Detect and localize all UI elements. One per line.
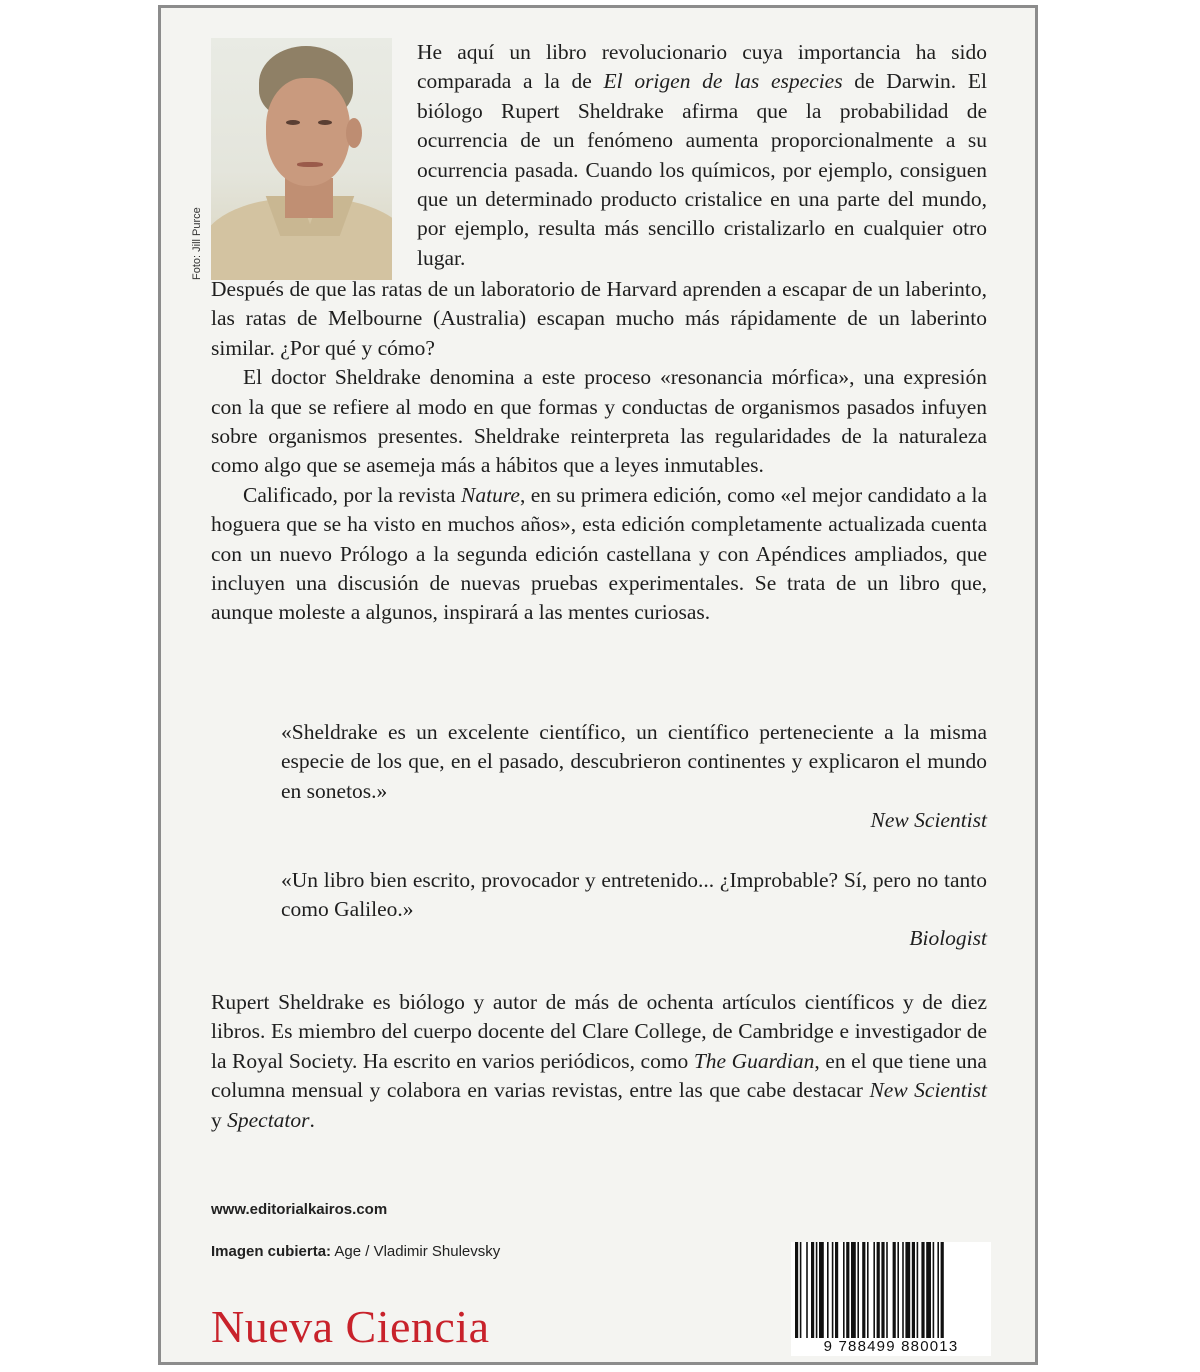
barcode-bars [791,1242,991,1338]
photo-eye-right [318,120,332,125]
publisher-website: www.editorialkairos.com [211,1201,388,1218]
image-credit-value: Age / Vladimir Shulevsky [334,1243,501,1260]
barcode-bar [905,1242,910,1338]
barcode-bar [846,1242,849,1338]
quote-text: «Sheldrake es un excelente científico, un científico perteneciente a la misma especie de los que, en el pasado, descubrieron continentes y explicaron el mundo en sonetos.» [281,720,987,803]
bio-magazine-1: New Scientist [869,1078,987,1103]
author-photo [211,38,392,280]
barcode-bar [795,1242,798,1338]
photo-face [266,78,350,186]
barcode-bar [851,1242,856,1338]
bio-magazine-2: Spectator [227,1107,310,1132]
photo-credit: Foto: Jill Purce [191,207,203,280]
photo-ear [346,118,362,148]
barcode-bar [877,1242,880,1338]
barcode-bar [926,1242,931,1338]
author-bio [211,988,987,1135]
barcode-bar [800,1242,802,1338]
book-back-cover [158,5,1038,1365]
bio-text-1: Rupert Sheldrake es biólogo y autor de más de ochenta artículos científicos y de diez libros. Es miembro del cuerpo docente del Clare College, de Cambridge e investigador de la Royal Society. Ha escrito en varios periódicos, como [211,990,987,1073]
barcode-bar [819,1242,824,1338]
bio-text-4: . [309,1107,315,1132]
barcode-bar [843,1242,845,1338]
isbn-number: 9 788499 880013 [823,1338,959,1355]
body-paragraph-2: El doctor Sheldrake denomina a este proceso «resonancia mórfica», una expresión con la que se refiere al modo en que formas y conductas de organismos pasados infuyen sobre organismos presentes. Sheldrake reinterpreta las regularidades de la naturaleza como algo que se asemeja más a hábitos que a leyes inmutables. [211,365,987,478]
quote-text: «Un libro bien escrito, provocador y entretenido... ¿Improbable? Sí, pero no tanto como Galileo.» [281,867,987,922]
barcode-bar [897,1242,899,1338]
barcode-bar [867,1242,869,1338]
intro-paragraph [417,38,987,273]
barcode-bar [886,1242,888,1338]
journal-title: Nature [461,482,520,507]
barcode-bar [912,1242,915,1338]
barcode-bar [881,1242,884,1338]
barcode-bar [816,1242,818,1338]
barcode-bar [873,1242,875,1338]
bio-text-2: , en el que tiene una columna mensual y colabora en varias revistas, entre las que cabe destacar [211,1048,987,1103]
barcode-bar [941,1242,944,1338]
review-quotes [281,718,987,954]
barcode-bar [857,1242,859,1338]
barcode-bar [917,1242,919,1338]
intro-lead: He aquí un libro revolucionario cuya importancia ha sido comparada a la de [417,40,987,94]
barcode-bar [806,1242,808,1338]
bio-newspaper: The Guardian [693,1048,815,1073]
barcode-bar [862,1242,865,1338]
paragraph-3-lead: Calificado, por la revista [243,482,461,507]
bio-text-3: y [211,1107,228,1132]
barcode-bar [832,1242,834,1338]
barcode-bar [893,1242,896,1338]
cover-image-credit [211,1243,500,1260]
barcode-bar [827,1242,829,1338]
barcode-bar [835,1242,838,1338]
intro-continuation: Después de que las ratas de un laboratorio de Harvard aprenden a escapar de un laberinto, las ratas de Melbourne (Australia) escapan mucho más rápidamente de un laberinto similar. ¿Por qué y cómo? [211,277,987,360]
barcode-bar [811,1242,814,1338]
barcode-bar [902,1242,904,1338]
barcode-bar [933,1242,935,1338]
paragraph-3-rest: , en su primera edición, como «el mejor candidato a la hoguera que se ha visto en muchos años», esta edición completamente actualizada cuenta con un nuevo Prólogo a la segunda edición castellana y con Apéndices ampliados, que incluyen una discusión de nuevas pruebas experimentales. Se trata de un libro que, aunque moleste a algunos, inspirará a las mentes curiosas. [211,482,987,625]
barcode-bar [921,1242,924,1338]
main-text [211,275,987,628]
photo-eye-left [286,120,300,125]
intro-rest: de Darwin. El biólogo Rupert Sheldrake afirma que la probabilidad de ocurrencia de un fenómeno aumenta proporcionalmente a su ocurrencia pasada. Cuando los químicos, por ejemplo, consiguen que un determinado producto cristalice en una parte del mundo, por ejemplo, resulta más sencillo cristalizarlo en cualquier otro lugar. [417,69,987,270]
quote-source: Biologist [909,926,987,951]
quote-source: New Scientist [870,808,987,833]
intro-work-title: El origen de las especies [603,69,843,94]
barcode-bar [937,1242,939,1338]
image-credit-label: Imagen cubierta: [211,1243,332,1260]
photo-mouth [297,162,323,167]
collection-name: Nueva Ciencia [211,1301,490,1352]
barcode [791,1242,991,1356]
body-paragraph-3 [211,481,987,628]
